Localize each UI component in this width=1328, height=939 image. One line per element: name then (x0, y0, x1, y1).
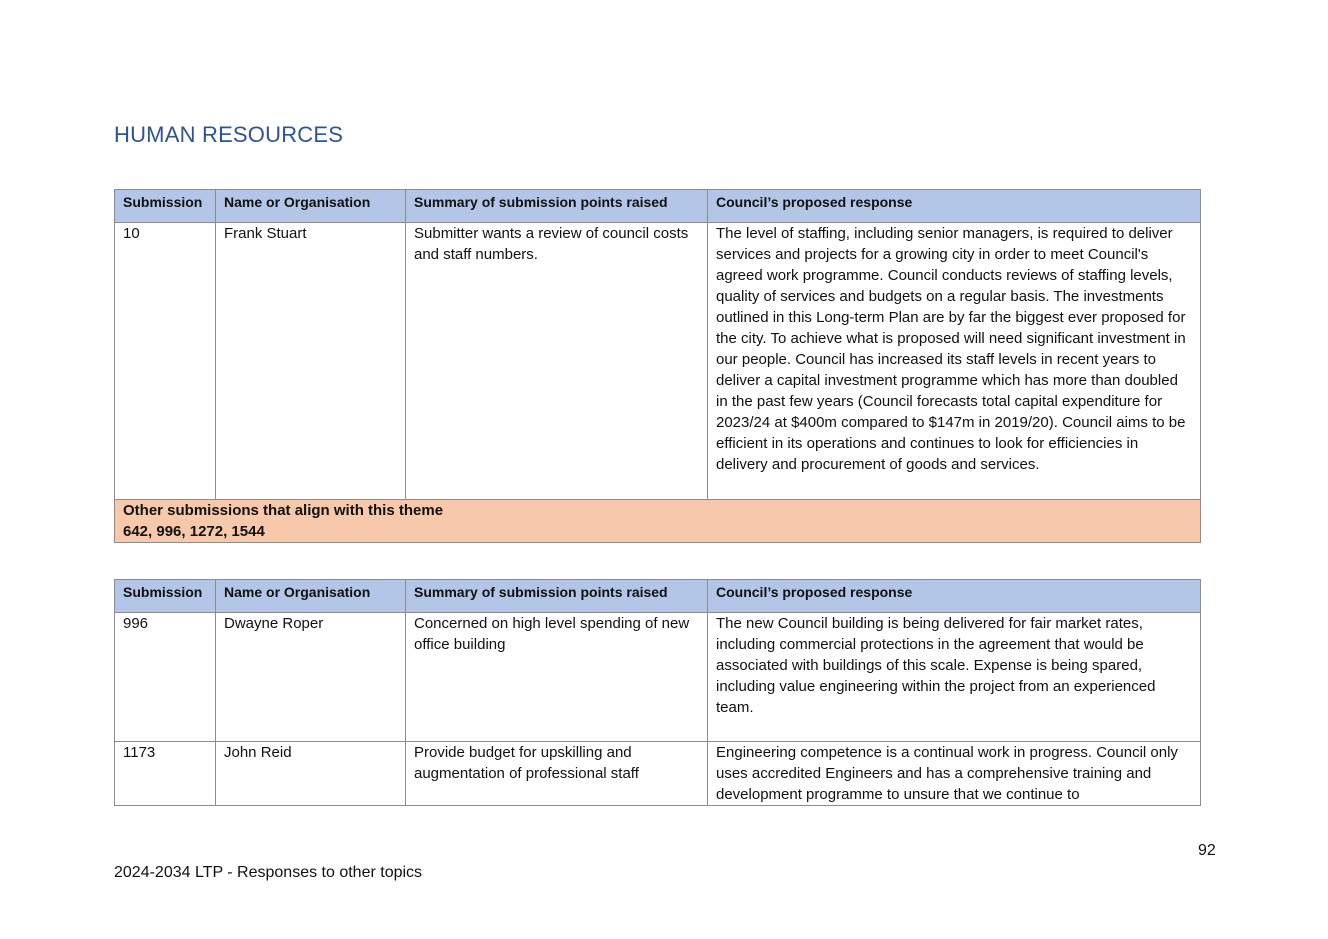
header-response: Council’s proposed response (708, 190, 1201, 223)
table-row (115, 613, 1201, 742)
council-response: The level of staffing, including senior managers, is required to deliver services and projects for a growing city in order to meet Council's agreed work programme. Council conducts reviews of staffing levels, quality of services and budgets on a regular basis. The investments outlined in this Long-term Plan are by far the biggest ever proposed for the city. To achieve what is proposed will need significant investment in our people. Council has increased its staff levels in recent years to deliver a capital investment programme which has more than doubled in the past few years (Council forecasts total capital expenditure for 2023/24 at $400m compared to $147m in 2019/20). Council aims to be efficient in its operations and continues to look for efficiencies in delivery and procurement of goods and services. (708, 223, 1201, 500)
header-summary: Summary of submission points raised (406, 580, 708, 613)
table-row (115, 742, 1201, 806)
submission-number: 996 (115, 613, 216, 742)
submission-summary: Concerned on high level spending of new office building (406, 613, 708, 742)
submission-summary: Submitter wants a review of council costs and staff numbers. (406, 223, 708, 500)
page-footer: 2024-2034 LTP - Responses to other topics (114, 864, 423, 881)
submission-summary: Provide budget for upskilling and augmentation of professional staff (406, 742, 708, 806)
submissions-table-1 (114, 189, 1201, 543)
other-submissions-label: Other submissions that align with this theme (123, 502, 444, 519)
page-number: 92 (1198, 842, 1216, 859)
header-submission: Submission (115, 190, 216, 223)
submission-number: 10 (115, 223, 216, 500)
submission-number: 1173 (115, 742, 216, 806)
other-submissions-row (115, 500, 1201, 543)
table-header-row (115, 580, 1201, 613)
submitter-name: John Reid (216, 742, 406, 806)
other-submissions-numbers: 642, 996, 1272, 1544 (123, 523, 265, 540)
header-submission: Submission (115, 580, 216, 613)
council-response-text: Engineering competence is a continual work in progress. Council only uses accredited Engineers and has a comprehensive training and development programme to unsure that we continue to (716, 744, 1178, 803)
header-name: Name or Organisation (216, 580, 406, 613)
table-header-row (115, 190, 1201, 223)
table-row (115, 223, 1201, 500)
submitter-name: Frank Stuart (216, 223, 406, 500)
council-response (708, 742, 1201, 806)
header-name: Name or Organisation (216, 190, 406, 223)
submissions-table-2 (114, 579, 1201, 806)
header-summary: Summary of submission points raised (406, 190, 708, 223)
section-title: HUMAN RESOURCES (114, 122, 344, 147)
submitter-name: Dwayne Roper (216, 613, 406, 742)
header-response: Council’s proposed response (708, 580, 1201, 613)
council-response: The new Council building is being delivered for fair market rates, including commercial protections in the agreement that would be associated with buildings of this scale. Expense is being spared, including value engineering within the project from an experienced team. (708, 613, 1201, 742)
other-submissions-cell (115, 500, 1201, 543)
